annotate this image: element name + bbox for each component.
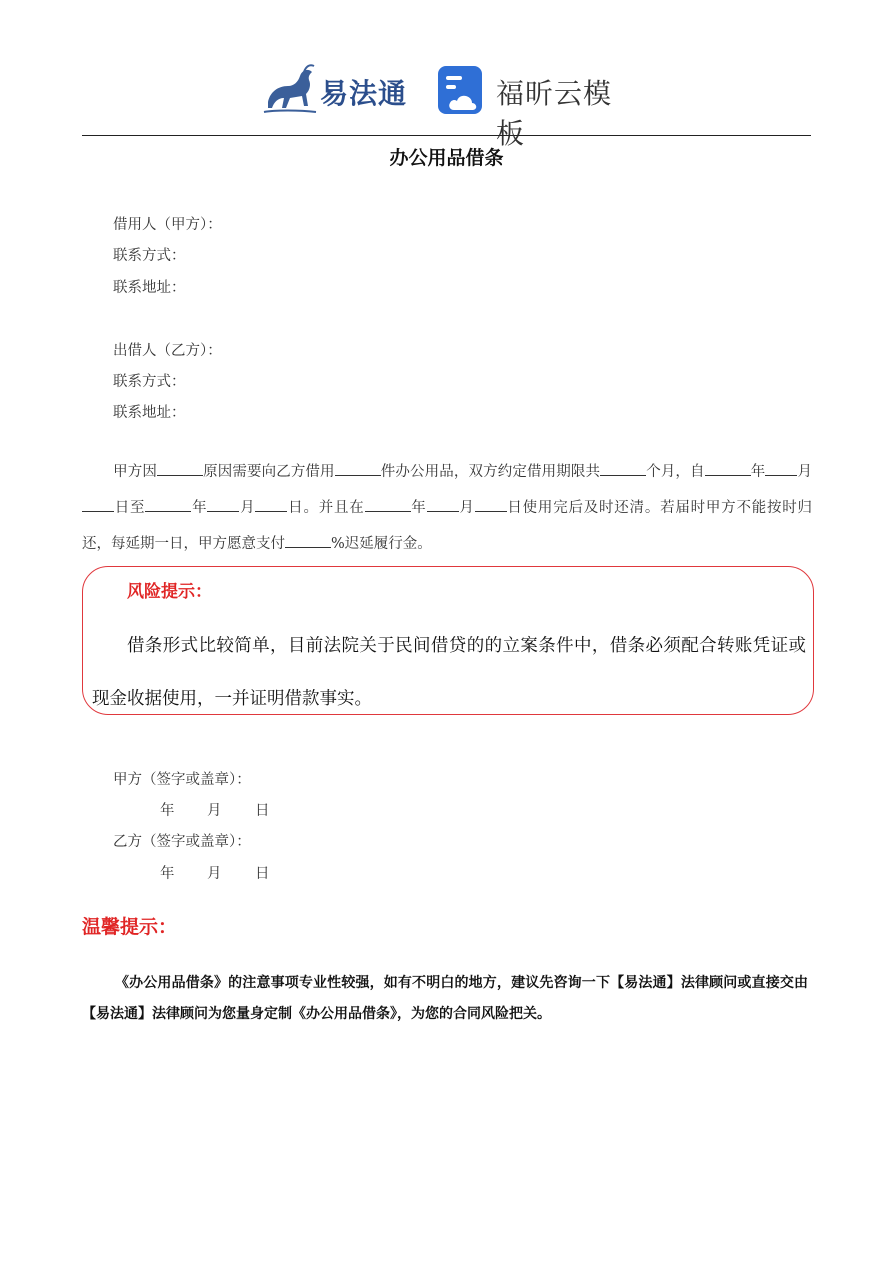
cloud-template-icon bbox=[436, 64, 486, 116]
party-b-date-year: 年 bbox=[160, 866, 175, 882]
warm-tip-body: 《办公用品借条》的注意事项专业性较强，如有不明白的地方，建议先咨询一下【易法通】法律顾问或直接交由【易法通】法律顾问为您量身定制《办公用品借条》，为您的合同风险把关。 bbox=[82, 975, 808, 1022]
lender-contact: 联系方式： bbox=[113, 374, 186, 390]
horse-logo-icon bbox=[260, 62, 320, 118]
clause-text: 甲方因 bbox=[113, 464, 157, 480]
clause-text: 年 bbox=[410, 500, 427, 516]
party-a-date-year: 年 bbox=[160, 803, 175, 819]
warm-tip-title: 温馨提示： bbox=[82, 916, 178, 938]
blank-return-year[interactable] bbox=[365, 497, 411, 512]
clause-text: 日。并且在 bbox=[287, 500, 365, 516]
blank-end-month[interactable] bbox=[207, 497, 239, 512]
party-a-date-day: 日 bbox=[255, 803, 270, 819]
blank-return-month[interactable] bbox=[427, 497, 459, 512]
header-logos bbox=[260, 60, 640, 150]
lender-address: 联系地址： bbox=[113, 405, 186, 421]
blank-reason[interactable] bbox=[157, 461, 203, 476]
party-b-date-day: 日 bbox=[255, 866, 270, 882]
clause-text: 月 bbox=[797, 464, 813, 480]
blank-start-month[interactable] bbox=[765, 461, 797, 476]
blank-quantity[interactable] bbox=[335, 461, 381, 476]
document-title: 办公用品借条 bbox=[389, 147, 504, 169]
clause-text: 月 bbox=[239, 500, 256, 516]
clause-text: 日至 bbox=[114, 500, 146, 516]
borrower-address: 联系地址： bbox=[113, 280, 186, 296]
clause-text: 年 bbox=[750, 464, 766, 480]
party-a-signature: 甲方（签字或盖章）： bbox=[113, 772, 251, 788]
risk-title: 风险提示： bbox=[127, 582, 212, 602]
header-divider bbox=[82, 135, 811, 136]
borrower-contact: 联系方式： bbox=[113, 248, 186, 264]
party-b-signature: 乙方（签字或盖章）： bbox=[113, 834, 251, 850]
logo-right-text: 福昕云模板 bbox=[496, 77, 613, 150]
blank-return-day[interactable] bbox=[475, 497, 507, 512]
logo-left-text: 易法通 bbox=[320, 77, 408, 110]
clause-text: 个月，自 bbox=[646, 464, 705, 480]
clause-text: 原因需要向乙方借用 bbox=[202, 464, 335, 480]
blank-start-day[interactable] bbox=[82, 497, 114, 512]
blank-start-year[interactable] bbox=[705, 461, 751, 476]
party-a-date-month: 月 bbox=[207, 803, 222, 819]
clause-text: 月 bbox=[458, 500, 475, 516]
lender-label: 出借人（乙方）： bbox=[113, 343, 222, 359]
risk-body: 借条形式比较简单，目前法院关于民间借贷的的立案条件中，借条必须配合转账凭证或现金收据使用，一并证明借款事实。 bbox=[92, 636, 806, 709]
loan-clause bbox=[82, 454, 812, 562]
blank-end-year[interactable] bbox=[145, 497, 191, 512]
clause-text: %迟延履行金。 bbox=[331, 536, 432, 552]
blank-penalty-rate[interactable] bbox=[285, 533, 331, 548]
party-b-date-month: 月 bbox=[207, 866, 222, 882]
clause-text: 年 bbox=[191, 500, 208, 516]
blank-end-day[interactable] bbox=[255, 497, 287, 512]
blank-months[interactable] bbox=[600, 461, 646, 476]
clause-text: 件办公用品，双方约定借用期限共 bbox=[380, 464, 601, 480]
borrower-label: 借用人（甲方）： bbox=[113, 217, 222, 233]
clause-text: 日使用完后及时还清。若届时甲方不能按时归还，每延期一日，甲方愿意支付 bbox=[82, 500, 813, 552]
